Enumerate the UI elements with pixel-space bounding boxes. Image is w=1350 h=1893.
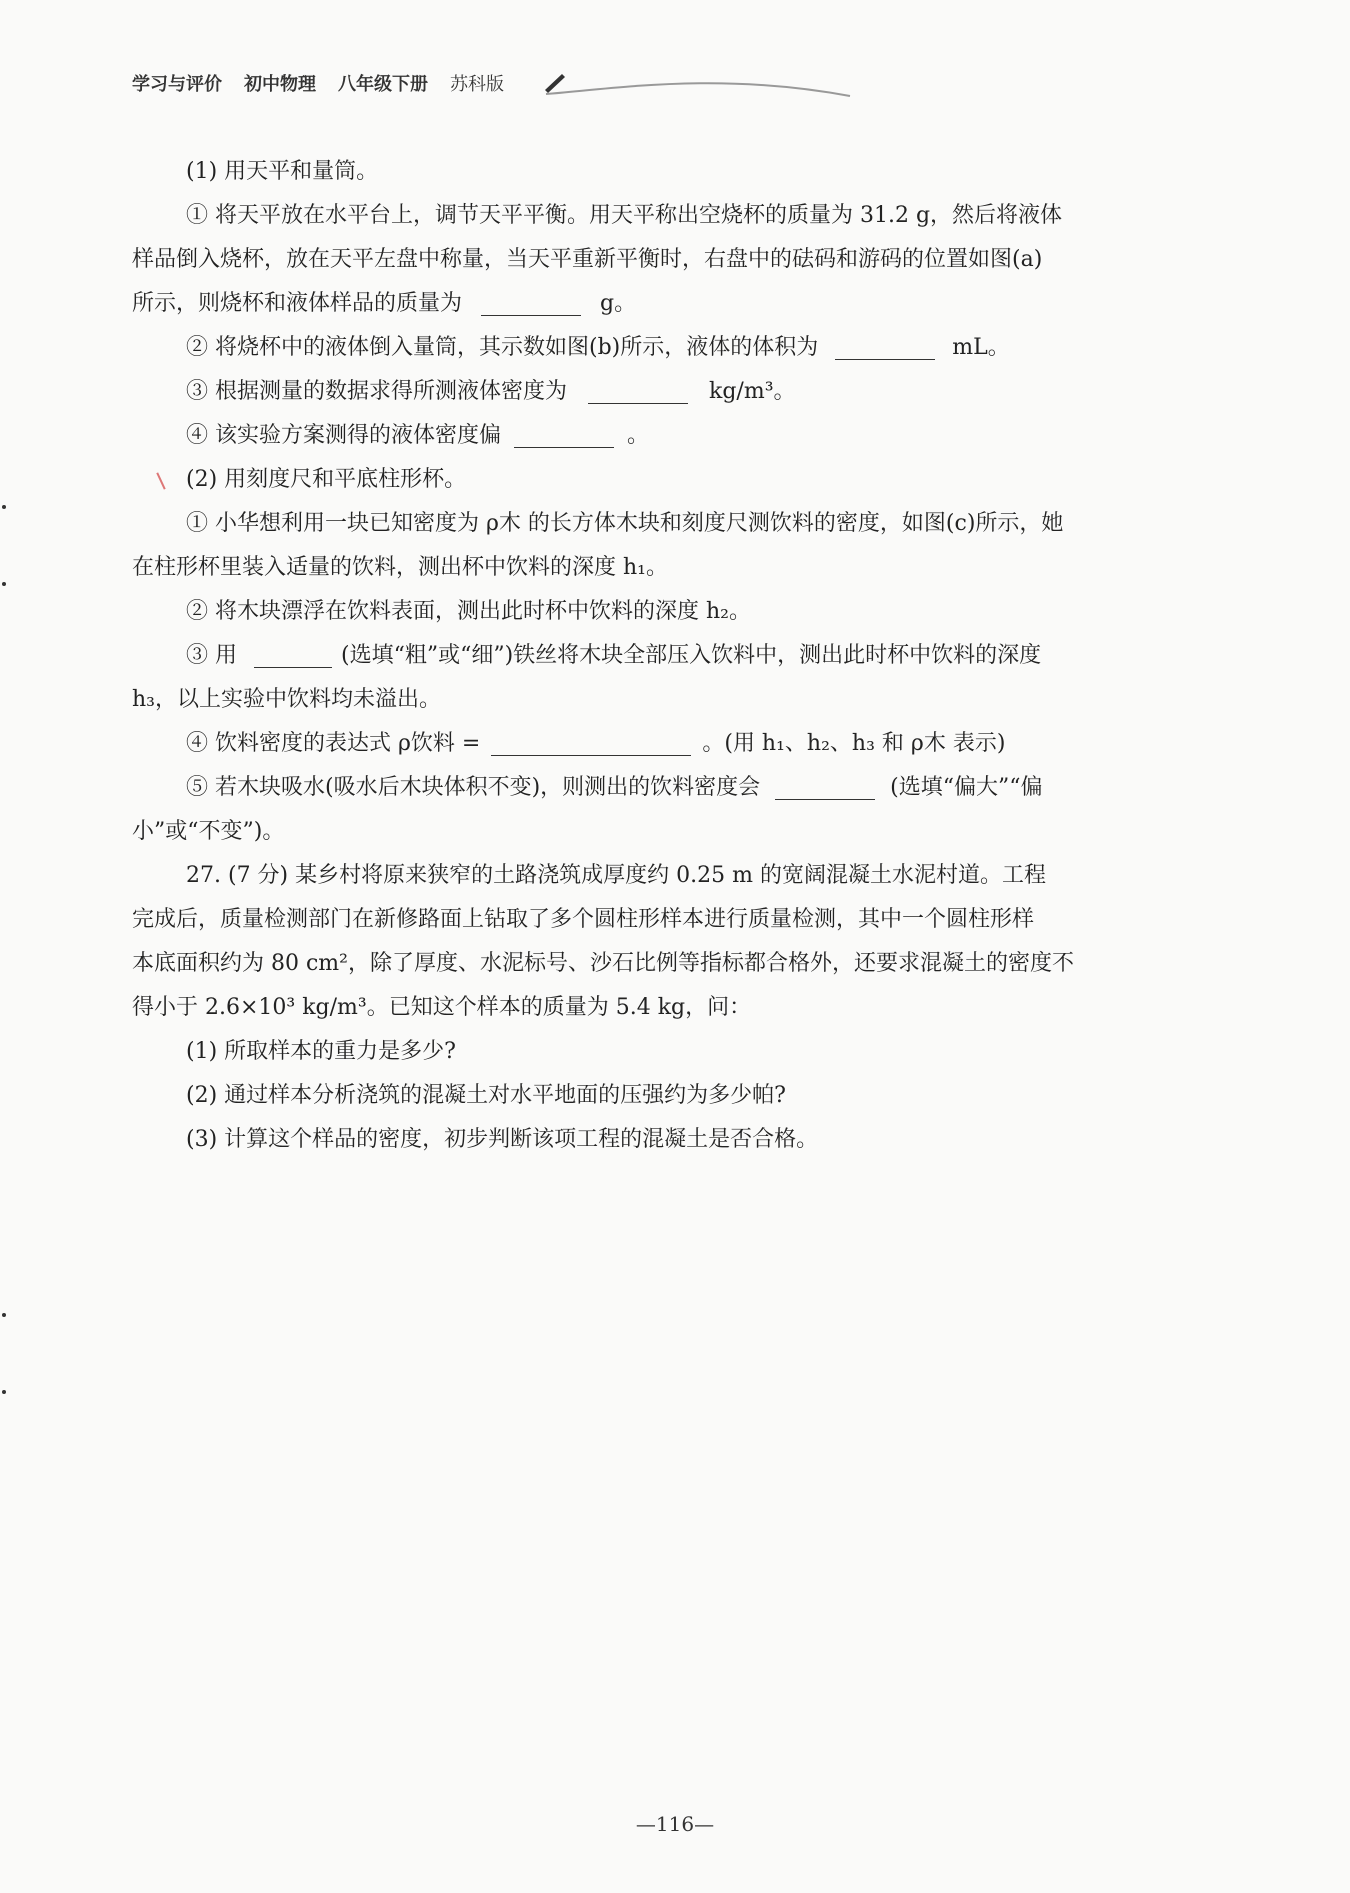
text-line: 在柱形杯里装入适量的饮料，测出杯中饮料的深度 h₁。 xyxy=(132,555,668,580)
text-line: 完成后，质量检测部门在新修路面上钻取了多个圆柱形样本进行质量检测，其中一个圆柱形样 xyxy=(132,907,1035,932)
header-level: 初中物理 xyxy=(244,74,316,95)
pen-swoosh-icon xyxy=(540,66,860,106)
text-line: ⑤ 若木块吸水(吸水后木块体积不变)，则测出的饮料密度会 (选填“偏大”“偏 xyxy=(132,766,1220,810)
answer-blank[interactable] xyxy=(254,639,332,668)
text-line: ③ 根据测量的数据求得所测液体密度为 kg/m³。 xyxy=(132,370,1220,414)
text-line: 所示，则烧杯和液体样品的质量为 g。 xyxy=(132,282,1220,326)
answer-blank[interactable] xyxy=(481,287,581,316)
text-line: (2) 用刻度尺和平底柱形杯。 xyxy=(186,467,467,492)
text-line: 得小于 2.6×10³ kg/m³。已知这个样本的质量为 5.4 kg，问： xyxy=(132,995,752,1020)
answer-blank[interactable] xyxy=(835,331,935,360)
text-line: ② 将木块漂浮在饮料表面，测出此时杯中饮料的深度 h₂。 xyxy=(186,599,751,624)
answer-blank[interactable] xyxy=(588,375,688,404)
answer-blank[interactable] xyxy=(491,727,691,756)
text-line: 样品倒入烧杯，放在天平左盘中称量，当天平重新平衡时，右盘中的砝码和游码的位置如图(a) xyxy=(132,247,1043,272)
header-grade: 八年级下册 xyxy=(338,74,428,95)
header-edition: 苏科版 xyxy=(450,74,504,95)
margin-dot xyxy=(2,1313,6,1317)
text-line: ① 小华想利用一块已知密度为 ρ木 的长方体木块和刻度尺测饮料的密度，如图(c)所示，她 xyxy=(186,511,1064,536)
answer-blank[interactable] xyxy=(775,771,875,800)
text-line: 27. (7 分) 某乡村将原来狭窄的土路浇筑成厚度约 0.25 m 的宽阔混凝土水泥村道。工程 xyxy=(186,863,1046,888)
page-content xyxy=(132,150,1220,1162)
answer-blank[interactable] xyxy=(514,419,614,448)
text-line: 小”或“不变”)。 xyxy=(132,819,285,844)
page-header xyxy=(132,66,510,100)
text-line: (3) 计算这个样品的密度，初步判断该项工程的混凝土是否合格。 xyxy=(186,1127,819,1152)
text-line: ④ 该实验方案测得的液体密度偏 。 xyxy=(132,414,1220,458)
margin-dot xyxy=(2,505,6,509)
text-line: ③ 用 (选填“粗”或“细”)铁丝将木块全部压入饮料中，测出此时杯中饮料的深度 xyxy=(132,634,1220,678)
text-line: ② 将烧杯中的液体倒入量筒，其示数如图(b)所示，液体的体积为 mL。 xyxy=(132,326,1220,370)
text-line: ① 将天平放在水平台上，调节天平平衡。用天平称出空烧杯的质量为 31.2 g，然后将液体 xyxy=(186,203,1063,228)
text-line: 本底面积约为 80 cm²，除了厚度、水泥标号、沙石比例等指标都合格外，还要求混凝土的密度不 xyxy=(132,951,1074,976)
header-series: 学习与评价 xyxy=(132,74,222,95)
text-line: (2) 通过样本分析浇筑的混凝土对水平地面的压强约为多少帕? xyxy=(186,1083,786,1108)
text-line: (1) 所取样本的重力是多少? xyxy=(186,1039,456,1064)
text-line: h₃，以上实验中饮料均未溢出。 xyxy=(132,687,441,712)
text-line: (1) 用天平和量筒。 xyxy=(186,159,379,184)
margin-dot xyxy=(2,582,6,586)
page-number: —116— xyxy=(635,1812,715,1836)
margin-dot xyxy=(2,1390,6,1394)
text-line: ④ 饮料密度的表达式 ρ饮料 = 。(用 h₁、h₂、h₃ 和 ρ木 表示) xyxy=(132,722,1220,766)
